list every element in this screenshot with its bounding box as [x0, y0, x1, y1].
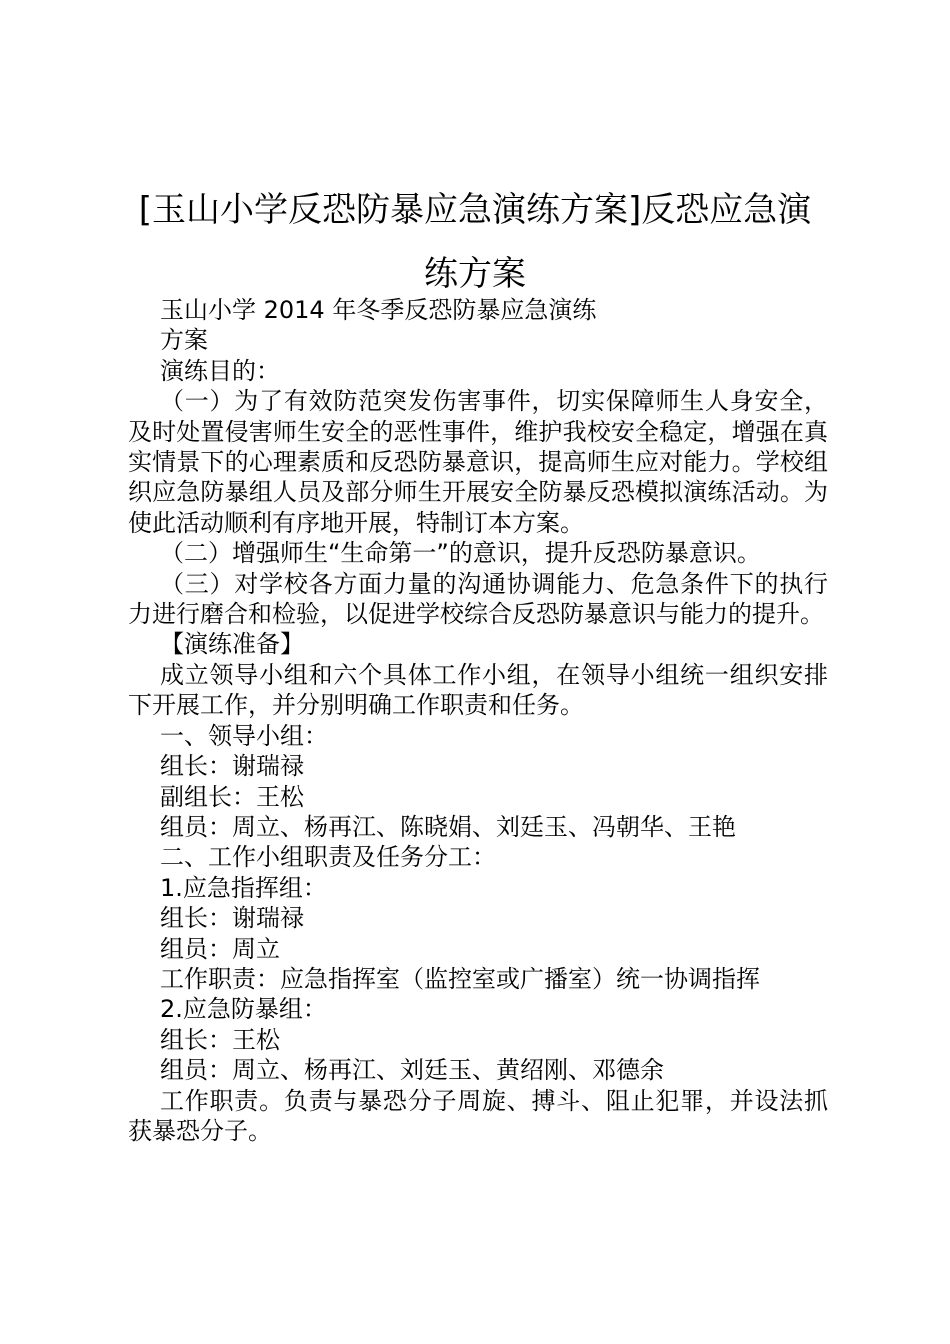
paragraph-preparation: 成立领导小组和六个具体工作小组，在领导小组统一组织安排下开展工作，并分别明确工作职责和任务。	[128, 660, 828, 720]
heading-work-groups: 二、工作小组职责及任务分工：	[160, 843, 496, 872]
document-title	[110, 178, 840, 306]
defense-group-leader: 组长：王松	[160, 1025, 280, 1054]
document-body	[128, 295, 828, 1146]
defense-group-duty: 工作职责。负责与暴恐分子周旋、搏斗、阻止犯罪，并设法抓获暴恐分子。	[128, 1086, 828, 1145]
leader-line: 组长：谢瑞禄	[160, 752, 304, 781]
paragraph-purpose-2: （二）增强师生“生命第一”的意识，提升反恐防暴意识。	[160, 539, 761, 568]
heading-defense-group: 2.应急防暴组：	[160, 995, 327, 1024]
command-group-leader: 组长：谢瑞禄	[160, 904, 304, 933]
subtitle-line-2: 方案	[160, 326, 208, 355]
title-line-1: [玉山小学反恐防暴应急演练方案]反恐应急演	[138, 190, 812, 230]
members-line: 组员：周立、杨再江、陈晓娟、刘廷玉、冯朝华、王艳	[160, 812, 736, 841]
subtitle-line-1: 玉山小学 2014 年冬季反恐防暴应急演练	[160, 296, 597, 324]
defense-group-members: 组员：周立、杨再江、刘廷玉、黄绍刚、邓德余	[160, 1056, 664, 1085]
heading-command-group: 1.应急指挥组：	[160, 873, 327, 902]
paragraph-purpose-1: （一）为了有效防范突发伤害事件，切实保障师生人身安全，及时处置侵害师生安全的恶性事件，维护我校安全稳定，增强在真实情景下的心理素质和反恐防暴意识，提高师生应对能力。学校组织应急防暴组人员及部分师生开展安全防暴反恐模拟演练活动。为使此活动顺利有序地开展，特制订本方案。	[128, 387, 828, 537]
command-group-duty: 工作职责：应急指挥室（监控室或广播室）统一协调指挥	[160, 964, 760, 993]
paragraph-purpose-3: （三）对学校各方面力量的沟通协调能力、危急条件下的执行力进行磨合和检验，以促进学校综合反恐防暴意识与能力的提升。	[128, 569, 828, 629]
command-group-members: 组员：周立	[160, 934, 280, 963]
section-heading-purpose: 演练目的：	[160, 356, 280, 385]
section-heading-preparation: 【演练准备】	[160, 630, 304, 659]
heading-leadership-group: 一、领导小组：	[160, 721, 328, 750]
deputy-leader-line: 副组长：王松	[160, 782, 304, 811]
title-line-2: 练方案	[424, 254, 526, 294]
